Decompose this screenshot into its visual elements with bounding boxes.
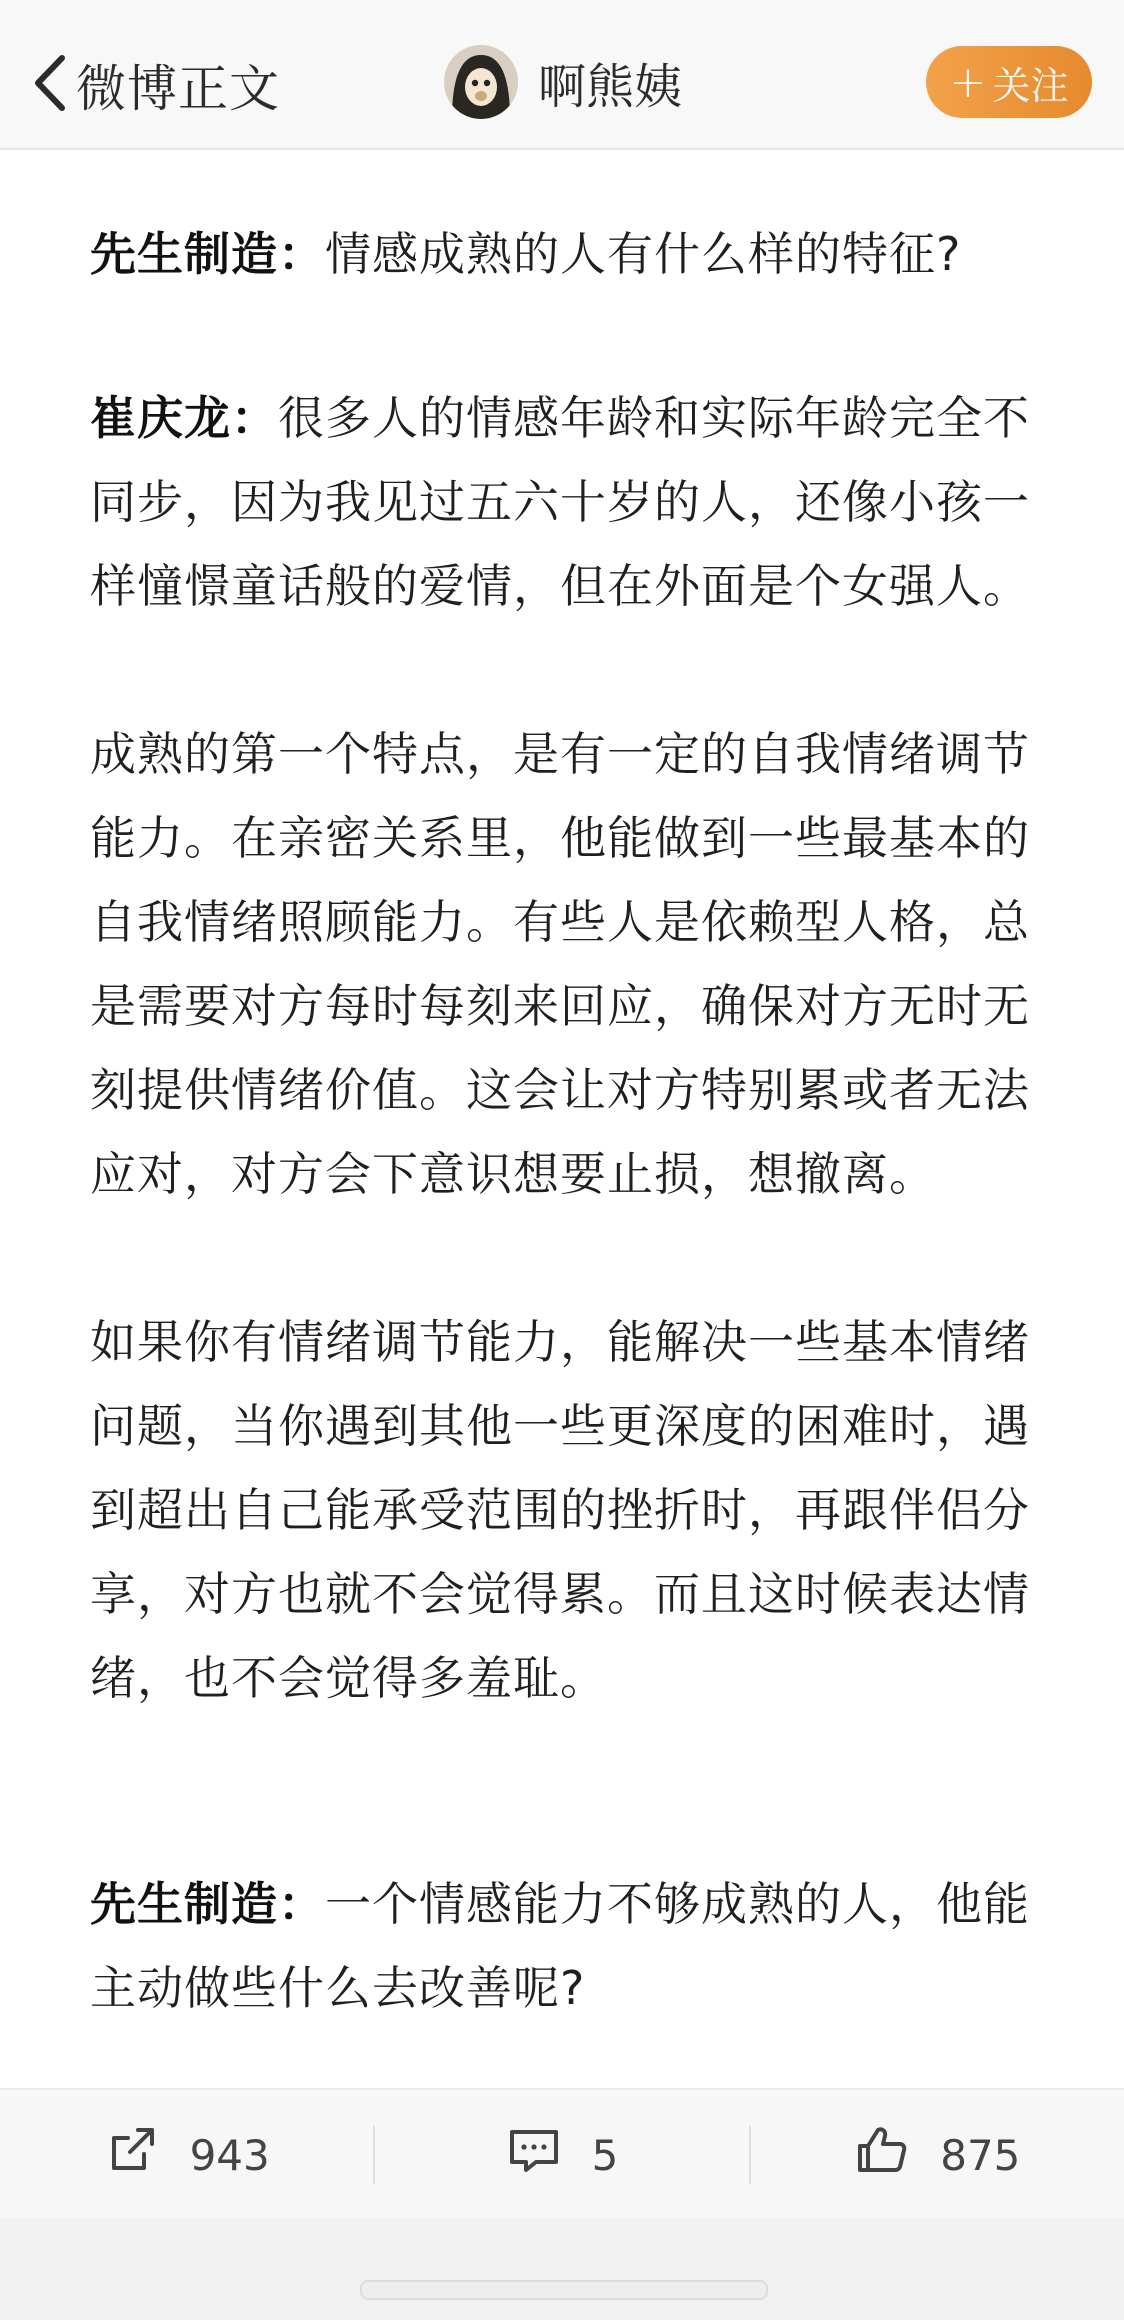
follow-button[interactable]: [926, 46, 1092, 118]
paragraph-text: 一个情感能力不够成熟的人，他能主动做些什么去改善呢?: [90, 1877, 1030, 2015]
plus-icon: +: [949, 56, 987, 108]
avatar[interactable]: [444, 45, 518, 119]
home-indicator[interactable]: [360, 2280, 768, 2300]
comment-button[interactable]: [375, 2090, 748, 2220]
bottom-safe-area: [0, 2218, 1124, 2320]
repost-count: 943: [189, 2130, 270, 2180]
share-icon: [104, 2122, 190, 2188]
repost-button[interactable]: [0, 2090, 373, 2220]
paragraph: [90, 212, 1040, 296]
paragraph: [90, 1862, 1040, 2030]
thumbs-up-icon: [854, 2122, 940, 2188]
like-count: 875: [940, 2130, 1021, 2180]
author-name[interactable]: 啊熊姨: [538, 58, 683, 115]
author-info[interactable]: [444, 42, 682, 122]
speaker-label: 崔庆龙：: [90, 391, 278, 445]
comment-count: 5: [591, 2130, 619, 2180]
paragraph: 如果你有情绪调节能力，能解决一些基本情绪问题，当你遇到其他一些更深度的困难时，遇到超出自己能承受范围的挫折时，再跟伴侣分享，对方也就不会觉得累。而且这时候表达情绪，也不会觉得多羞耻。: [90, 1315, 1030, 1705]
page-title: 微博正文: [76, 60, 280, 118]
paragraph-text: 很多人的情感年龄和实际年龄完全不同步，因为我见过五六十岁的人，还像小孩一样憧憬童话般的爱情，但在外面是个女强人。: [90, 391, 1030, 613]
top-nav-bar: [0, 0, 1124, 150]
comment-icon: [506, 2122, 592, 2188]
like-button[interactable]: [751, 2090, 1124, 2220]
paragraph-text: 情感成熟的人有什么样的特征?: [325, 227, 962, 281]
speaker-label: 先生制造：: [90, 227, 325, 281]
back-button[interactable]: [30, 50, 280, 120]
paragraph: 成熟的第一个特点，是有一定的自我情绪调节能力。在亲密关系里，他能做到一些最基本的自我情绪照顾能力。有些人是依赖型人格，总是需要对方每时每刻来回应，确保对方无时无刻提供情绪价值。这会让对方特别累或者无法应对，对方会下意识想要止损，想撤离。: [90, 727, 1030, 1201]
follow-label: 关注: [992, 63, 1069, 108]
action-bar: [0, 2088, 1124, 2220]
chevron-left-icon: [30, 52, 70, 118]
paragraph: [90, 376, 1040, 628]
speaker-label: 先生制造：: [90, 1877, 325, 1931]
post-body: [90, 212, 1040, 2030]
